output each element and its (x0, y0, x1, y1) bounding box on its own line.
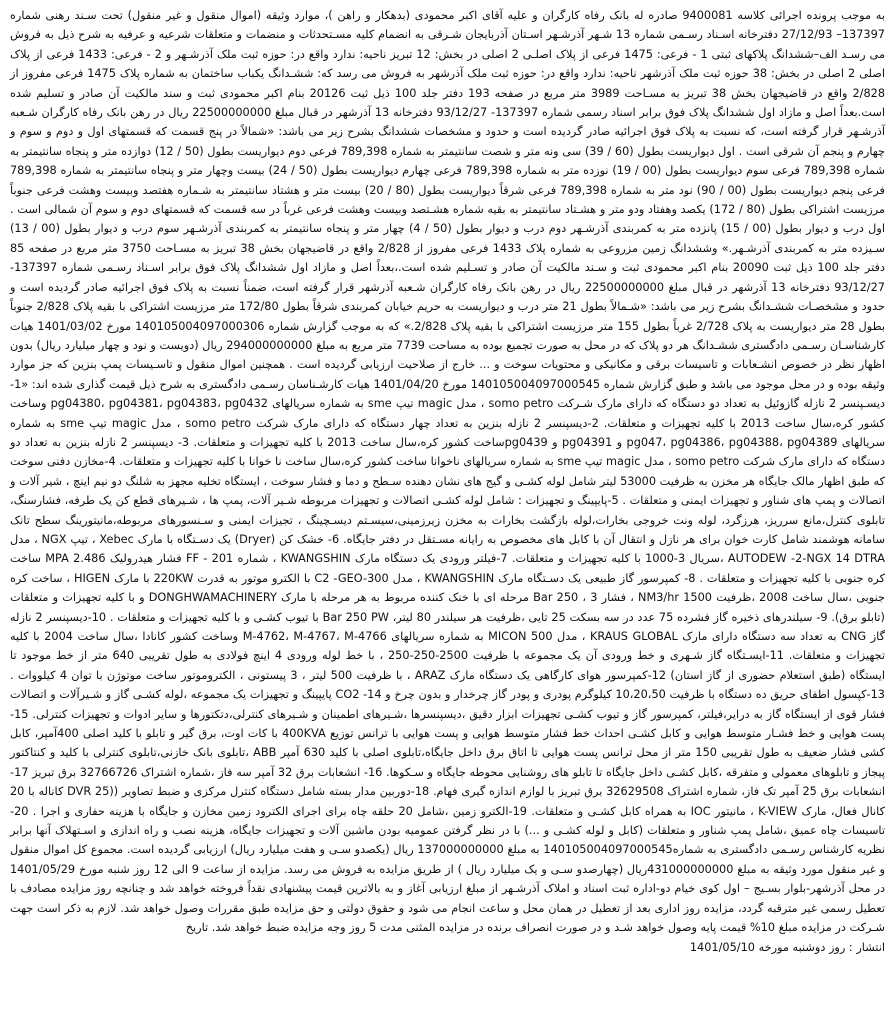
publish-date: انتشار : روز دوشنبه مورخه 1401/05/10 (689, 940, 885, 954)
notice-body: به موجب پرونده اجرائی کلاسه 9400081 صادره له بانک رفاه کارگران و علیه آقای اکبر محمودی (بدهکار و راهن )، موارد وثیقه (اموال منقول و غیر منقول) تحت سـند رهنی شماره 137397– 27/12/93 دفترخانه اسـناد رسـمی شماره 13 شـهر آذرشـهر اسـتان آذربایجان شـرقی به انضمام کلیه مسـتحدثات و منضمات و متعلقات شرعیه و عرفیه به شرح ذیل به فروش می رسـد الف–ششدانگ پلاکهای ثبتی 1 - فرعی: 1475 فرعی از پلاک اصلـی 2 اصلی در بخش: 12 تبریز ناحیه: ندارد واقع در: حوزه ثبت ملک آذرشـهر و 2 - فرعی: 1433 فرعی از پلاک اصلی 2 اصلی در بخش: 38 حوزه ثبت ملک آذرشهر ناحیه: ندارد واقع در: حوزه ثبت ملک آذرشهر به فروش می رسد که: ششـدانگ یکباب ساختمان به شماره پلاک 1475 فرعی مفروز از 2/828 واقع در قاضیجهان بخش 38 تبریز به مسـاحت 3989 متر مربع در صفحه 193 دفتر جلد 100 ذیل ثبت 20126 بنام اکبر محمودی ثبت و سند مالکیت آن صادر و تسلیم شده است.بعداً اصل و مازاد اول ششدانگ پلاک فوق برابر اسناد رسمی شماره 137397- 93/12/27 دفترخانه 13 آذرشهر در قبال مبلغ 22500000000 ریال در رهن بانک رفاه کارگران شـعبه آذرشـهر قرار گرفته است، که نسبت به پلاک فوق اجرائیه صادر گردیده است و حدود و مشخصات ششدانگ بشرح زیر می باشد: «شمالاً در پنج قسمت که قسمتهای اول و دوم و سوم و چهارم و پنجم آن شرقی است . اول دیواریست بطول (60 / 39) سی ونه متر و شصت سانتیمتر به شماره 789,398 فرعی دوم دیواریست بطول (50 / 12) دوازده متر و پنجاه سانتیمتر به شماره 789,398 فرعی سوم دیواریست بطول (00 / 19) نوزده متر به شماره 789,398 فرعی چهارم دیواریست بطول (50 / 24) بیست وچهار متر و پنجاه سانتیمتر به شماره 789,398 فرعی پنجم دیواریست بطول (00 / 90) نود متر به شماره 789,398 فرعی شرقاً دیواریست بطول (80 / 20) بیست متر و هشتاد سانتیمتر به شـماره هفتصد وبیست وهشت فرعی جنوباً مرزیست اشتراکی بطول (80 / 172) یکصد وهفتاد ودو متر و هشـتاد سانتیمتر به بقیه شماره هشـتصد وبیست وهشت فرعی غرباً در سه قسمت که قسمتهای دوم و سوم آن شمالی است . اول درب و دیوار بطول (00 / 15) پانزده متر به کمربندی آذرشـهر دوم درب و دیوار بطول (50 / 4) چهار متر و پنجاه سانتیمتر به کمربندی آذرشـهر سوم درب و دیوار بطول (00 / 13) سـیزده متر به کمربندی آذرشـهر.» وششدانگ زمین مزروعی به شماره پلاک 1433 فرعی مفروز از 2/828 واقع در قاضیجهان بخش 38 تبریز به مسـاحت 3750 متر مربع در صفحه 85 دفتر جلد 100 ذیل ثبت 20090 بنام اکبر محمودی ثبت و سـند مالکیت آن صادر و تسـلیم شده است.،بعداً اصل و مازاد اول ششدانگ پلاک فوق برابر اسـناد رسـمی شماره 137397- 93/12/27 دفترخانه 13 آذرشهر در قبال مبلغ 22500000000 ریال در رهن بانک رفاه کارگران شـعبه آذرشهر قرار گرفته است، ضمناً نسبت به پلاک فوق اجرائیه صادر گردیده است و حدود و مشخصـات ششـدانگ بشرح زیر می باشد: «شـمالاً بطول 21 متر درب و دیواریست به حریم خیابان کمربندی شرقاً بطول 172/80 متر مرزیست اشتراکی با بقیه پلاک 2/828 جنوباً بطول 28 متر دیواریست به پلاک 2/728 غرباً بطول 155 متر مرزیست اشتراکی با بقیه پلاک 2/828.» که به موجب گزارش شماره 140105004097000306 مورخ 1401/03/02 هیات کارشناسـان رسـمی دادگستری ششـدانگ هر دو پلاک که در محل به صورت تجمیع بوده به مساحت 7739 متر مربع به مبلغ 294000000000 ریال (دویست و نود و چهار میلیارد ریال) بدون اظهار نظر در خصوص انشـعابات و تاسیسات برقی و مکانیکی و محتویات سوخت و ... خارج از صلاحیت ارزیابی گردیده است . همچنین اموال منقول و تاسـیسات پمپ بنزین که جز موارد وثیقه بوده و در محل موجود می باشد و طبق گزارش شماره 140105004097000545 مورخ 1401/04/20 هیات کارشـناسان رسـمی دادگستری به شرح ذیل قیمت گذاری شده اند: «1- دیسـپنسر 2 نازله گازوئیل به تعداد دو دستگاه که دارای مارک شـرکت somo petro ، مدل magic تیپ sme به شماره سریالهای pg04380، pg04381، pg04383، pg0432 وساخت کشور کره،سال ساخت 2013 با کلیه تجهیزات و متعلقات. 2-دیسپنسر 2 نازله بنزین به تعداد چهار دستگاه که دارای مارک شرکت somo petro ، مدل magic تیپ sme به شماره سریالهای pg047، pg04386، pg04388، pg04389 و pg04391 و pg0439ساخت کشور کره،سال ساخت 2013 با کلیه تجهیزات و متعلقات. 3- دیسپنسر 2 نازله بنزین به تعداد دو دستگاه که دارای مارک شرکت somo petro ، مدل magic تیپ sme به شماره سریالهای ناخوانا ساخت کشور کره،سال ساخت نا خوانا با کلیه تجهیزات و متعلقات. 4-مخازن دفنی سوخت که طبق اظهار مالک جایگاه هر مخزن به ظرفیت 53000 لیتر شامل لوله کشـی و گیج های نشان دهنده سـطح و دما و فشار سوخت ، ایستگاه تخلیه مجهز به شلنگ دو نیم اینچ ، شیر آلات و اتصالات و پمپ های شناور و تجهیزات ایمنی و متعلقات . 5-پایپینگ و تجهیزات : شامل لوله کشـی اتصالات و تجهیزات مربوطه شـیر آلات، پمپ ها ، شـیرهای قطع کن یک طرفه، فشارسنگ، تابلوی کنترل،مانع سرریز، هرزگرد، لوله ونت خروجی بخارات،لوله بازگشت بخارات به مخزن زیرزمینی،سیسـتم دیسـچینگ ، تجیزات ایمنی و سـنسورهای مربوطه،مانیتورینگ سطح تانک سامانه هوشمند شامل کارت خوان برای هر نازل و انتقال آن با کابل های مخصوص به رایانه مسـتقل در دفتر جایگاه. 6- خشک کن (Dryer) یک دسـتگاه با مارک Xebec ، تیپ NGX ، مدل AUTODEW -2-NGX 14 DTRA ،سریال 3-1000 با کلیه تجهیزات و متعلقات. 7-فیلتر ورودی یک دستگاه مارک KWANGSHIN ، شماره 201 - FF فشار هیدرولیک MPA 2.486 ساخت کره جنوبی با کلیه تجهیزات و متعلقات . 8- کمپرسور گاز طبیعی یک دسـتگاه مارک KWANGSHIN ، مدل C2 -GEO-300 با الکترو موتور به قدرت 220KW با مارک HIGEN ، ساخت کره جنوبی ،سال ساخت 2008 ،ظرفیت 1500 NM3/hr ، فشار 3 ، Bar 250 مرحله ای با خنک کننده مربوط به هر مرحله با مارک DONGHWAMACHINERY و با کلیه تجهیزات و متعلقات (تابلو برق). 9- سیلندرهای ذخیره گاز فشرده 75 عدد در سه بسکت 25 تایی ،ظرفیت هر سیلندر 80 لیتر، Bar 250 PW با تیوب کشـی و با کلیه تجهیزات و متعلقات . 10-دیسپنسر 2 نازله گاز CNG به تعداد سه دستگاه دارای مارک KRAUS GLOBAL ، مدل MICON 500 به شماره سریالهای M-4762، M-4767، M-4766 وساخت کشور کانادا ،سال ساخت 2004 با کلیه تجهیزات و متعلقات. 11-ایسـتگاه گاز شـهری و خط ورودی آن یک مجموعه با ظرفیت 2500-250-250 ، با خط لوله ورودی 4 اینچ فولادی به طول تقریبی 640 متر از خط موجود تا ایستگاه (طبق استعلام حضوری از گاز استان) 12-کمپرسور هوای کارگاهی یک دستگاه مارک ARAZ ، با ظرفیت 500 لیتر ، 3 پیستونی ، الکتروموتور ساخت موتوژن با توان 4 کیلووات . 13-کپسول اطفای حریق ده دستگاه با ظرفیت 10،20،50 کیلوگرم پودری و پودر گاز چرخدار و بدون چرخ و CO2 -14 پایپینگ و تجهیزات یک مجموعه ،لوله کشـی گاز و شـیرآلات و اتصالات فشار قوی از ایستگاه گاز به درایر،فیلتر، کمپرسور گاز و تیوب کشـی تجهیزات ابزار دقیق ،دیسپنسرها ،شـیرهای اطمینان و شـیرهای کنترلی،دتکتورها و سایر ادوات و تجهیزات کنترلی. 15-پست هوایی و خط فشـار متوسط هوایی و کابل کشـی احداث خط فشار متوسط هوایی و پست هوایی با ترانس توزیع 400KVA با کات اوت، برق گیر و تابلو با کلید اصلی 400آمپر، کابل کشی فشار ضعیف به طول تقریبی 150 متر از محل ترانس پست هوایی تا اتاق برق داخل جایگاه،تابلوی اصلی با کلید 630 آمپر ABB ،تابلوی بانک خازنی،تابلوی کنترلی با کلید و کنتاکتور پیجاز و تابلوهای معمولی و متفرقه ،کابل کشـی داخل جایگاه تا تابلو های روشنایی محوطه جایگاه و سـکوها. 16- انشعابات برق 32 آمپر سه فاز ،شماره اشتراک 32766726 برق تبریز 17-انشعابات برق 25 آمپر تک فاز، شماره اشتراک 32629508 برق تبریز با لوازم اندازه گیری فهام. 18-دوربین مدار بسته شامل دستگاه کنترل مرکزی و ضبط تصاویر ((DVR 25 کاناله با 20 کانال فعال، مارک K-VIEW ، مانیتور IOC به همراه کابل کشـی و متعلقات. 19-الکترو زمین ،شامل 20 حلقه چاه برای اجرای الکترود زمین مخازن و جایگاه با هزینه حفاری و اجرا . 20-تاسیسات چاه عمیق ،شامل پمپ شناور و متعلقات (کابل و لوله کشـی و ...) با در نظر گرفتن عمومیه بودن ماشین آلات و تجهیزات جایگاه، هزینه نصب و راه اندازی و اسـتهلاک آنها برابر نظریه کارشناس رسـمی دادگستری به شماره140105004097000545 به مبلغ 137000000000 ریال (یکصدو سـی و هفت میلیارد ریال) ارزیابی گردیده است. مجموع کل اموال منقول و غیر منقول مورد وثیقه به مبلغ 431000000000ریال (چهارصدو سـی و یک میلیارد ریال ) از طریق مزایده به فروش می رسد. مزایده از ساعت 9 الی 12 روز شنبه مورخ 1401/05/29 در محل آذرشهر-بلوار بسـیج – اول کوی خیام دو-اداره ثبت اسناد و املاک آذرشـهر از مبلغ ارزیابی آغاز و به بالاترین قیمت پیشنهادی نقداً فروخته خواهد شد و چنانچه روز مزایده مصادف با تعطیل رسمی غیر مترقبه گردد، مزایده روز اداری بعد از تعطیل در همان محل و ساعت انجام می شود و حقوق دولتی و حق مزایده طبق مقررات وصول خواهد شد. لازم به ذکر است جهت شـرکت در مزایده مبلغ 10% قیمت پایه وصول خواهد شـد و در صورت انصراف برنده در مزایده المثنی مدت 5 روز وجه مزایده ضبط خواهد شد. تاریخ (10, 9, 886, 935)
